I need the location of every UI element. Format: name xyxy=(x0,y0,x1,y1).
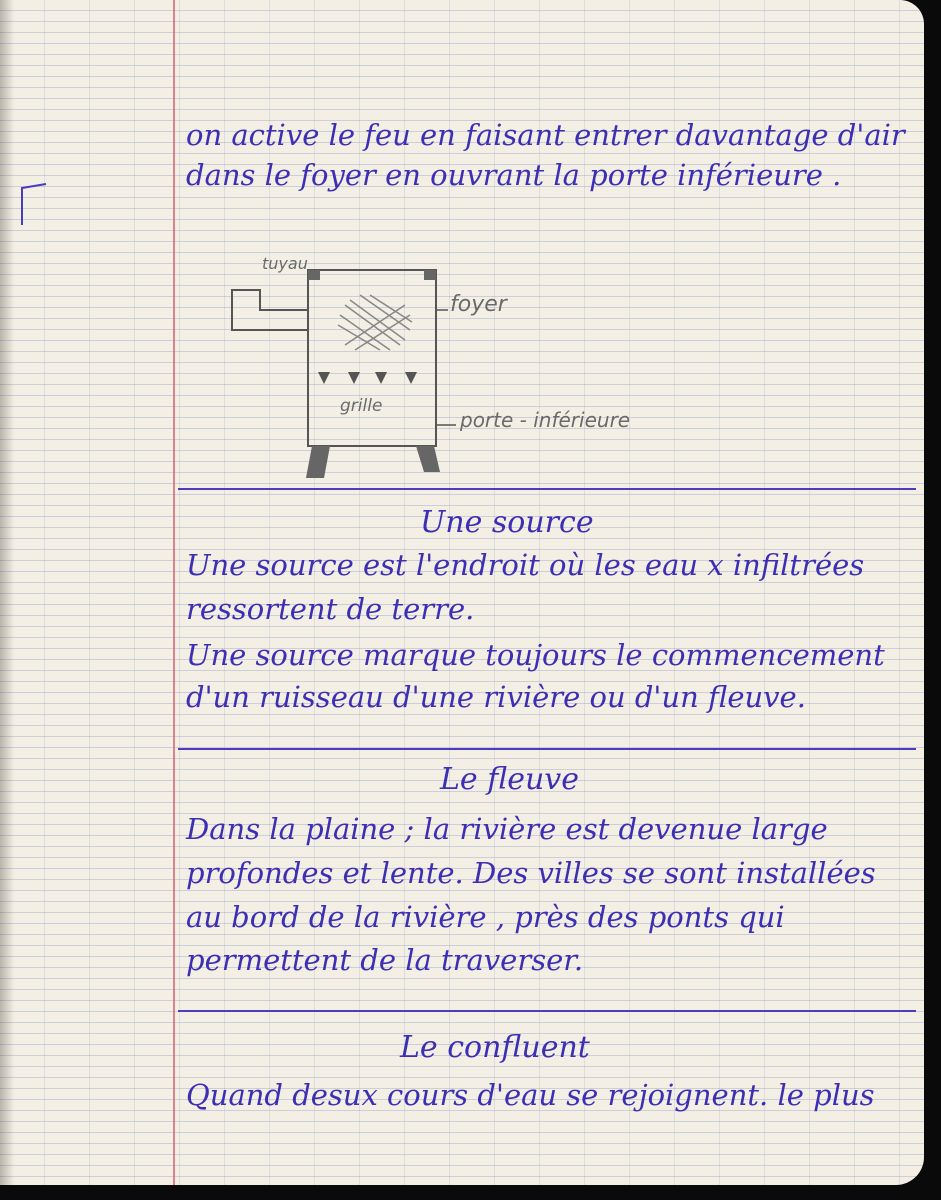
fleuve-line-4: permettent de la traverser. xyxy=(186,943,584,977)
section-divider xyxy=(178,488,916,490)
source-line-1: Une source est l'endroit où les eau x infiltrées xyxy=(186,548,865,582)
fleuve-line-2: profondes et lente. Des villes se sont installées xyxy=(186,856,876,890)
intro-line-2: dans le foyer en ouvrant la porte inférieure . xyxy=(186,158,842,192)
section-divider xyxy=(178,1010,916,1012)
stove-drawing xyxy=(220,250,690,490)
section-title-fleuve: Le fleuve xyxy=(440,762,579,797)
source-line-3: Une source marque toujours le commencement xyxy=(186,638,885,672)
page-binding-edge xyxy=(0,0,14,1185)
label-grille: grille xyxy=(340,396,383,416)
label-porte-inferieure: porte - inférieure xyxy=(460,408,631,432)
stove-sketch xyxy=(220,250,690,490)
fleuve-line-3: au bord de la rivière , près des ponts qui xyxy=(186,900,785,934)
margin-line xyxy=(173,0,175,1185)
section-divider xyxy=(178,748,916,750)
intro-line-1: on active le feu en faisant entrer davantage d'air xyxy=(186,118,905,152)
source-line-4: d'un ruisseau d'une rivière ou d'un fleuve. xyxy=(186,680,806,714)
confluent-line-1: Quand desux cours d'eau se rejoignent. le plus xyxy=(186,1078,875,1112)
source-line-2: ressortent de terre. xyxy=(186,592,475,626)
label-tuyau: tuyau xyxy=(262,254,308,273)
section-title-source: Une source xyxy=(420,505,594,540)
corner-mark xyxy=(18,182,48,227)
fleuve-line-1: Dans la plaine ; la rivière est devenue large xyxy=(186,812,828,846)
section-title-confluent: Le confluent xyxy=(400,1030,590,1065)
label-foyer: foyer xyxy=(450,292,507,317)
